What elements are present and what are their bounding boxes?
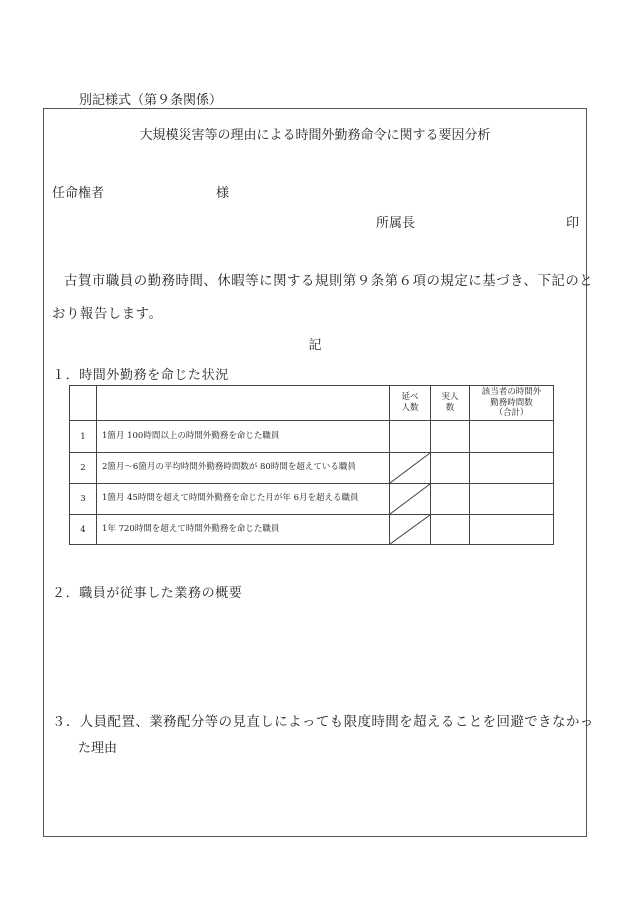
cell-total-persons-not-applicable bbox=[390, 515, 431, 545]
section-3-heading-line-1: ３．人員配置、業務配分等の見直しによっても限度時間を超えることを回避できなかっ bbox=[52, 715, 594, 730]
diagonal-strike bbox=[390, 515, 430, 544]
document-title: 大規模災害等の理由による時間外勤務命令に関する要因分析 bbox=[139, 128, 491, 143]
sender-label: 所属長 bbox=[376, 216, 416, 231]
row-number: 2 bbox=[70, 453, 97, 484]
form-reference: 別記様式（第９条関係） bbox=[79, 93, 223, 108]
header-actual-persons: 実人 数 bbox=[431, 386, 470, 421]
row-description: 1箇月 100時間以上の時間外勤務を命じた職員 bbox=[97, 421, 390, 453]
seal-mark: 印 bbox=[566, 216, 580, 231]
header-number bbox=[70, 386, 97, 421]
cell-overtime-hours[interactable] bbox=[470, 515, 554, 545]
row-number: 3 bbox=[70, 484, 97, 515]
row-description: 1箇月 45時間を超えて時間外勤務を命じた月が年 6月を超える職員 bbox=[97, 484, 390, 515]
overtime-status-table bbox=[69, 385, 554, 545]
table-row bbox=[70, 453, 554, 484]
cell-actual-persons[interactable] bbox=[431, 453, 470, 484]
cell-actual-persons[interactable] bbox=[431, 515, 470, 545]
row-description: 1年 720時間を超えて時間外勤務を命じた職員 bbox=[97, 515, 390, 545]
cell-overtime-hours[interactable] bbox=[470, 484, 554, 515]
diagonal-strike bbox=[390, 453, 430, 483]
addressee-label: 任命権者 bbox=[52, 186, 105, 201]
table-row bbox=[70, 484, 554, 515]
cell-total-persons[interactable] bbox=[390, 421, 431, 453]
table-row bbox=[70, 421, 554, 453]
body-text-line-1: 古賀市職員の勤務時間、休暇等に関する規則第９条第６項の規定に基づき、下記のと bbox=[64, 274, 594, 289]
header-description bbox=[97, 386, 390, 421]
cell-overtime-hours[interactable] bbox=[470, 421, 554, 453]
cell-total-persons-not-applicable bbox=[390, 484, 431, 515]
addressee-honorific: 様 bbox=[216, 186, 230, 201]
row-number: 1 bbox=[70, 421, 97, 453]
section-3-heading-line-2: た理由 bbox=[78, 741, 118, 756]
ki-marker: 記 bbox=[308, 338, 322, 353]
header-overtime-hours: 該当者の時間外 勤務時間数 （合計） bbox=[470, 386, 554, 421]
row-number: 4 bbox=[70, 515, 97, 545]
cell-overtime-hours[interactable] bbox=[470, 453, 554, 484]
diagonal-strike bbox=[390, 484, 430, 514]
row-description: 2箇月～6箇月の平均時間外勤務時間数が 80時間を超えている職員 bbox=[97, 453, 390, 484]
cell-total-persons-not-applicable bbox=[390, 453, 431, 484]
section-2-heading: ２．職員が従事した業務の概要 bbox=[52, 586, 243, 601]
table-row bbox=[70, 515, 554, 545]
header-total-persons: 延べ 人数 bbox=[390, 386, 431, 421]
table-header-row bbox=[70, 386, 554, 421]
body-text-line-2: おり報告します。 bbox=[52, 307, 163, 322]
section-1-heading: １．時間外勤務を命じた状況 bbox=[52, 368, 229, 383]
cell-actual-persons[interactable] bbox=[431, 484, 470, 515]
cell-actual-persons[interactable] bbox=[431, 421, 470, 453]
